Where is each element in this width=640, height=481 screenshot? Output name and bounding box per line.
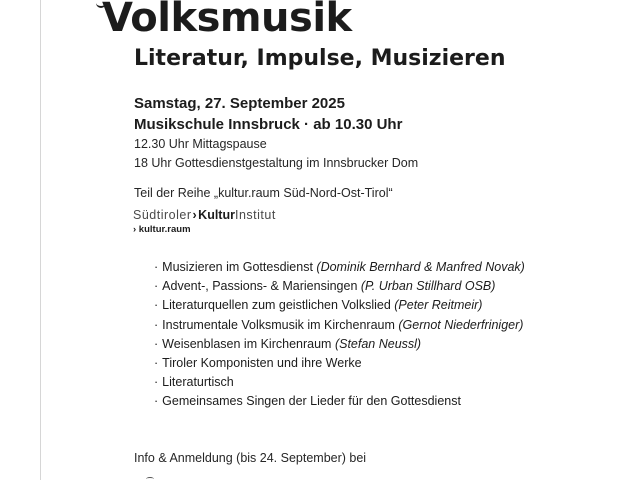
bullet-mark: · bbox=[154, 394, 159, 409]
topic-item bbox=[154, 316, 525, 335]
logo-wordmark bbox=[133, 207, 276, 223]
page-edge-divider bbox=[40, 0, 41, 480]
page-subtitle: Literatur, Impulse, Musizieren bbox=[134, 46, 506, 71]
topic-item bbox=[154, 354, 525, 373]
topic-speaker: (Dominik Bernhard & Manfred Novak) bbox=[316, 260, 525, 274]
topic-text: Advent-, Passions- & Mariensingen bbox=[162, 279, 361, 294]
topic-text: Gemeinsames Singen der Lieder für den Gottesdienst bbox=[162, 394, 461, 409]
topic-text: Literaturquellen zum geistlichen Volkslied bbox=[162, 298, 395, 313]
topic-item bbox=[154, 258, 525, 277]
topic-text: Tiroler Komponisten und ihre Werke bbox=[162, 356, 362, 371]
topic-text: Musizieren im Gottesdienst bbox=[162, 260, 317, 274]
bullet-mark: · bbox=[154, 279, 159, 294]
bullet-mark: · bbox=[154, 375, 159, 390]
topic-speaker: (Gernot Niederfriniger) bbox=[398, 317, 524, 332]
topic-text: Weisenblasen im Kirchenraum bbox=[162, 336, 335, 351]
lunch-break-note: 12.30 Uhr Mittagspause bbox=[134, 137, 267, 151]
topic-item bbox=[154, 373, 525, 392]
church-service-note: 18 Uhr Gottesdienstgestaltung im Innsbrucker Dom bbox=[134, 156, 419, 170]
kulturinstitut-logo bbox=[133, 207, 276, 236]
series-note: Teil der Reihe „kultur.raum Süd-Nord-Ost-Tirol“ bbox=[134, 186, 393, 200]
logo-part-suedtiroler: Südtiroler bbox=[133, 208, 192, 222]
topic-list bbox=[154, 258, 525, 412]
bullet-mark: · bbox=[154, 356, 159, 371]
event-date: Samstag, 27. September 2025 bbox=[134, 95, 345, 112]
logo-separator: › bbox=[192, 208, 198, 222]
bullet-mark: · bbox=[154, 260, 159, 274]
logo-kulturraum: › kultur.raum bbox=[133, 224, 191, 235]
bullet-mark: · bbox=[154, 317, 159, 332]
cut-off-logo-fragment bbox=[146, 477, 154, 481]
logo-part-institut: Institut bbox=[234, 208, 276, 222]
topic-item bbox=[154, 277, 525, 296]
topic-item bbox=[154, 392, 525, 411]
event-venue: Musikschule Innsbruck · ab 10.30 Uhr bbox=[134, 116, 403, 133]
page-title: Volksmusik bbox=[102, 0, 352, 41]
logo-part-kultur: Kultur bbox=[198, 208, 235, 222]
registration-info: Info & Anmeldung (bis 24. September) bei bbox=[134, 451, 367, 465]
bullet-mark: · bbox=[154, 336, 159, 351]
topic-text: Literaturtisch bbox=[162, 375, 234, 390]
topic-speaker: (P. Urban Stillhard OSB) bbox=[360, 279, 496, 294]
topic-item bbox=[154, 296, 525, 315]
topic-text: Instrumentale Volksmusik im Kirchenraum bbox=[162, 317, 399, 332]
topic-item bbox=[154, 335, 525, 354]
topic-speaker: (Peter Reitmeir) bbox=[394, 298, 483, 313]
topic-speaker: (Stefan Neussl) bbox=[334, 336, 422, 351]
bullet-mark: · bbox=[154, 298, 159, 313]
